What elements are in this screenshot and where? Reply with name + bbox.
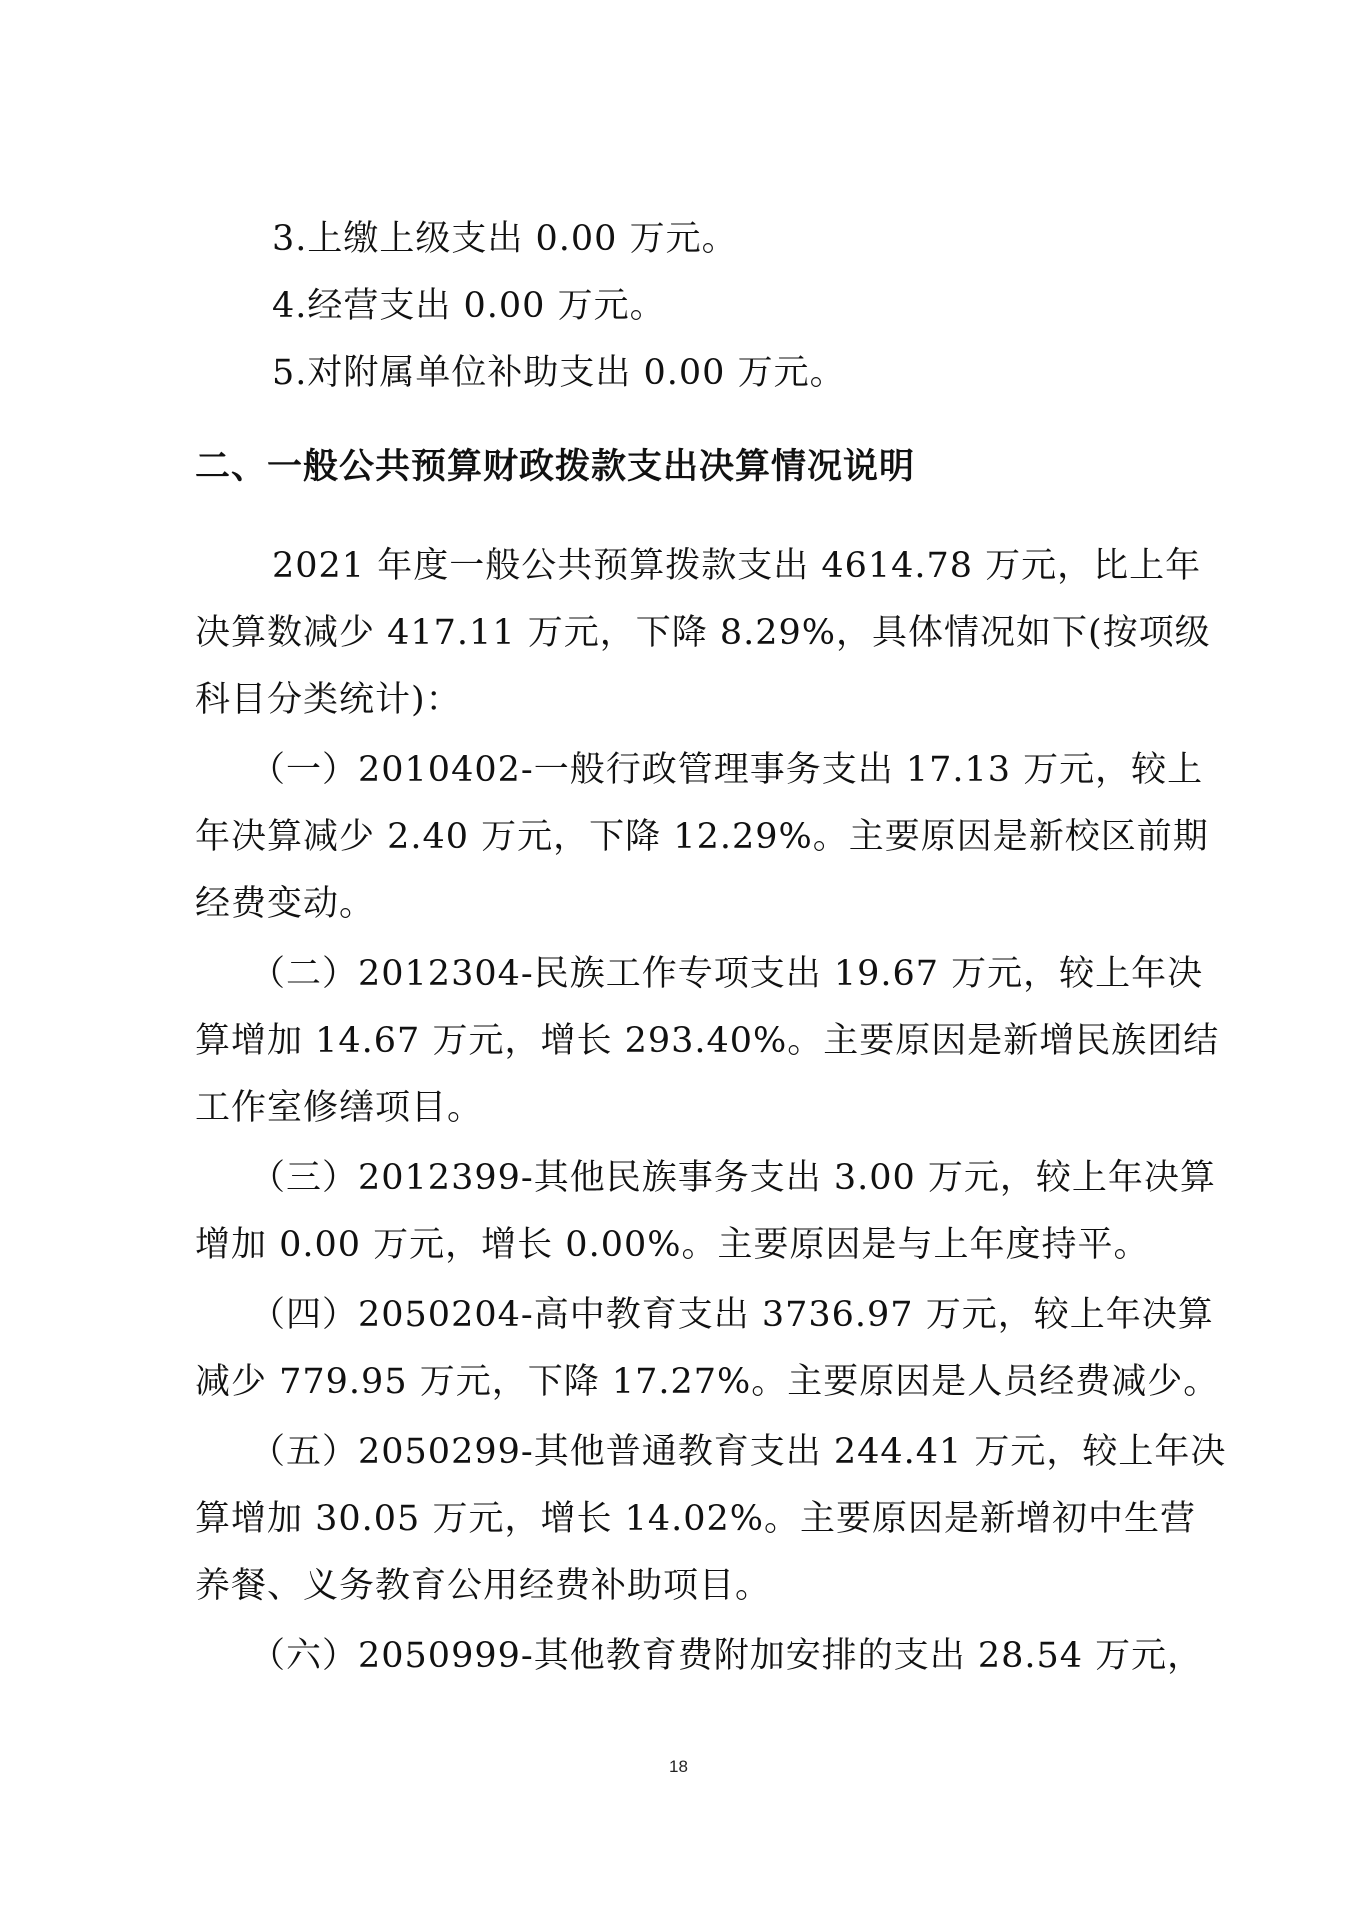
item3-line-1: （三）2012399-其他民族事务支出 3.00 万元，较上年决算	[250, 1158, 1216, 1198]
page-number: 18	[669, 1757, 688, 1776]
section-heading: 二、一般公共预算财政拨款支出决算情况说明	[195, 447, 916, 487]
item4-line-1: （四）2050204-高中教育支出 3736.97 万元，较上年决算	[250, 1295, 1214, 1335]
item2-line-2: 算增加 14.67 万元，增长 293.40%。主要原因是新增民族团结	[195, 1021, 1220, 1061]
item1-line-3: 经费变动。	[195, 884, 376, 924]
item6-line-1: （六）2050999-其他教育费附加安排的支出 28.54 万元，	[250, 1636, 1204, 1676]
item4-line-2: 减少 779.95 万元，下降 17.27%。主要原因是人员经费减少。	[195, 1362, 1220, 1402]
item5-line-3: 养餐、义务教育公用经费补助项目。	[195, 1566, 772, 1606]
expense-item-3: 3.上缴上级支出 0.00 万元。	[272, 219, 738, 259]
expense-item-5: 5.对附属单位补助支出 0.00 万元。	[272, 353, 846, 393]
item5-line-1: （五）2050299-其他普通教育支出 244.41 万元，较上年决	[250, 1432, 1227, 1472]
expense-item-4: 4.经营支出 0.00 万元。	[272, 286, 666, 326]
intro-line-2: 决算数减少 417.11 万元，下降 8.29%，具体情况如下(按项级	[195, 613, 1211, 653]
item1-line-1: （一）2010402-一般行政管理事务支出 17.13 万元，较上	[250, 750, 1204, 790]
item2-line-1: （二）2012304-民族工作专项支出 19.67 万元，较上年决	[250, 954, 1204, 994]
item1-line-2: 年决算减少 2.40 万元，下降 12.29%。主要原因是新校区前期	[195, 817, 1209, 857]
intro-line-3: 科目分类统计)：	[195, 680, 462, 720]
item2-line-3: 工作室修缮项目。	[195, 1088, 484, 1128]
intro-line-1: 2021 年度一般公共预算拨款支出 4614.78 万元，比上年	[272, 546, 1202, 586]
item5-line-2: 算增加 30.05 万元，增长 14.02%。主要原因是新增初中生营	[195, 1499, 1197, 1539]
item3-line-2: 增加 0.00 万元，增长 0.00%。主要原因是与上年度持平。	[195, 1225, 1150, 1265]
